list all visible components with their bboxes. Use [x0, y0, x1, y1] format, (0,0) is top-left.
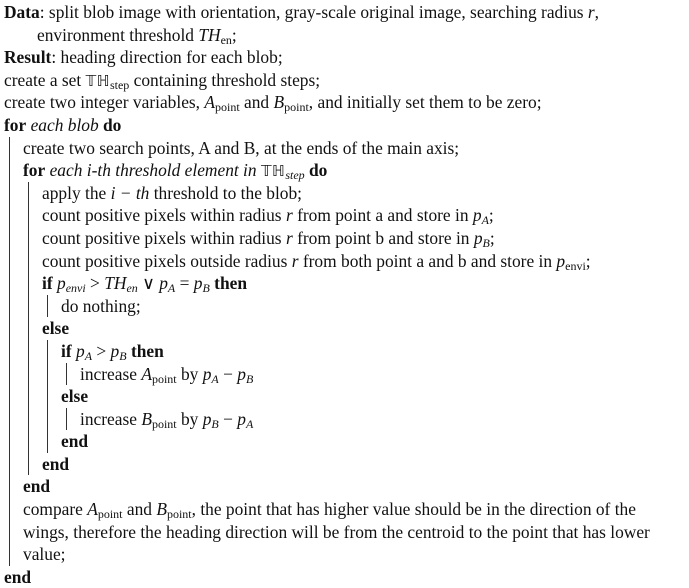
text: containing threshold steps; — [129, 69, 321, 90]
text: , and initially set them to be zero; — [308, 92, 542, 113]
math: B — [211, 416, 219, 431]
algorithm-line — [23, 543, 689, 566]
math: A — [204, 92, 215, 113]
text: threshold to the blob; — [149, 182, 303, 203]
math: p — [202, 363, 212, 384]
text: , the point that has higher value should be in the direction of the — [191, 499, 636, 520]
text: increase — [80, 408, 142, 429]
math: p — [75, 340, 85, 361]
text: and — [239, 92, 274, 113]
keyword: for — [23, 160, 46, 181]
math: ∨ — [137, 273, 160, 294]
math: B — [482, 235, 490, 250]
algorithm-line — [23, 137, 689, 160]
math: p — [472, 205, 482, 226]
text: count positive pixels within radius — [42, 227, 286, 248]
keyword: end — [61, 431, 89, 452]
math: point — [151, 371, 177, 386]
else-line — [42, 317, 689, 340]
end-line — [42, 453, 689, 476]
keyword: do — [309, 160, 328, 181]
math: p — [110, 340, 120, 361]
text: : heading direction for each blob; — [51, 47, 283, 68]
for-threshold-line — [23, 159, 689, 182]
math: > — [85, 273, 105, 294]
math: point — [166, 507, 192, 522]
math: A — [211, 371, 219, 386]
math: B — [141, 408, 152, 429]
algorithm-line — [23, 521, 689, 544]
text: , — [594, 2, 600, 22]
keyword: then — [130, 340, 164, 361]
if-body — [66, 363, 689, 386]
algorithm-data-line-cont — [4, 24, 689, 47]
text: ; — [231, 24, 237, 45]
text: value; — [23, 544, 66, 565]
text: by — [176, 363, 203, 384]
algorithm-line — [42, 204, 689, 227]
math: B — [119, 348, 127, 363]
math: TH — [198, 24, 221, 45]
algorithm-line — [61, 295, 689, 318]
math: − — [218, 408, 238, 429]
keyword: end — [23, 476, 51, 497]
text: increase — [80, 363, 142, 384]
math: r — [285, 227, 293, 248]
math: r — [291, 250, 299, 271]
text: count positive pixels outside radius — [42, 250, 292, 271]
keyword: then — [214, 273, 248, 294]
math: 𝕋ℍ — [260, 162, 286, 181]
math: p — [237, 408, 246, 429]
keyword: if — [61, 340, 72, 361]
math: p — [202, 408, 212, 429]
math: p — [56, 273, 66, 294]
keyword: else — [61, 386, 89, 407]
math: p — [159, 273, 168, 294]
math: − — [218, 363, 238, 384]
keyword: end — [4, 566, 32, 587]
text: environment threshold — [37, 24, 199, 45]
end-line — [23, 475, 689, 498]
for-blob-line — [4, 114, 689, 137]
text: create a set — [4, 69, 86, 90]
text: apply the — [42, 182, 111, 203]
math: TH — [104, 273, 127, 294]
math: A — [167, 281, 176, 296]
algorithm-result-line — [4, 46, 689, 69]
math: r — [285, 205, 293, 226]
math: p — [473, 227, 483, 248]
text: : split blob image with orientation, gray-scale original image, searching radius — [39, 2, 588, 22]
math: > — [92, 340, 111, 361]
algorithm-line — [42, 227, 689, 250]
math: A — [87, 499, 98, 520]
keyword: for — [4, 114, 27, 135]
text: from point b and store in — [292, 227, 474, 248]
text: ; — [489, 227, 495, 248]
keyword: if — [42, 273, 53, 294]
text: by — [176, 408, 203, 429]
text: ; — [488, 205, 494, 226]
math: p — [193, 273, 203, 294]
keyword: end — [42, 453, 70, 474]
text: compare — [23, 499, 88, 520]
text: each i-th threshold element in — [45, 160, 261, 181]
end-line — [61, 430, 689, 453]
math: A — [481, 213, 489, 228]
text: count positive pixels within radius — [42, 205, 286, 226]
algorithm-line — [42, 250, 689, 273]
keyword: Data — [4, 2, 40, 22]
else-body — [47, 340, 689, 453]
keyword: Result — [4, 47, 52, 68]
math: envi — [65, 281, 86, 296]
text: from point a and store in — [292, 205, 473, 226]
math: B — [202, 281, 210, 296]
text: wings, therefore the heading direction will be from the centroid to the point that has lower — [23, 521, 650, 542]
math: r — [587, 2, 595, 22]
text: create two integer variables, — [4, 92, 205, 113]
math: A — [141, 363, 152, 384]
math: B — [273, 92, 285, 113]
math: 𝕋ℍ — [85, 71, 110, 90]
math: point — [284, 100, 309, 115]
math: i − th — [110, 182, 150, 203]
for-blob-body — [9, 137, 689, 566]
math: envi — [565, 258, 586, 273]
algorithm-line — [23, 498, 689, 521]
math: B — [245, 371, 254, 386]
math: A — [245, 416, 254, 431]
text: do nothing; — [61, 295, 141, 316]
math: point — [215, 100, 240, 115]
math: = — [175, 273, 194, 294]
for-threshold-body — [28, 182, 689, 476]
math: p — [237, 363, 246, 384]
keyword: else — [42, 318, 70, 339]
math: B — [156, 499, 167, 520]
text: and — [122, 499, 157, 520]
algorithm-line — [80, 363, 689, 386]
algorithm-line — [4, 69, 689, 92]
math: step — [285, 168, 305, 183]
algorithm-data-line — [4, 1, 689, 24]
math: A — [84, 348, 93, 363]
algorithm-line — [80, 408, 689, 431]
if-line — [42, 272, 689, 295]
end-line — [4, 566, 689, 588]
text: each blob — [26, 114, 104, 135]
text: ; — [585, 250, 591, 271]
text: from both point a and b and store in — [298, 250, 557, 271]
else-body — [66, 408, 689, 431]
if-body — [47, 295, 689, 318]
math: point — [151, 416, 177, 431]
else-line — [61, 385, 689, 408]
algorithm-line — [42, 182, 689, 205]
keyword: do — [103, 114, 122, 135]
math: en — [220, 32, 232, 47]
algorithm-line — [4, 91, 689, 114]
math: point — [97, 507, 123, 522]
math: step — [109, 77, 130, 92]
if-line — [61, 340, 689, 363]
math: en — [126, 281, 138, 296]
text: create two search points, A and B, at the ends of the main axis; — [23, 137, 460, 158]
math: p — [556, 250, 566, 271]
